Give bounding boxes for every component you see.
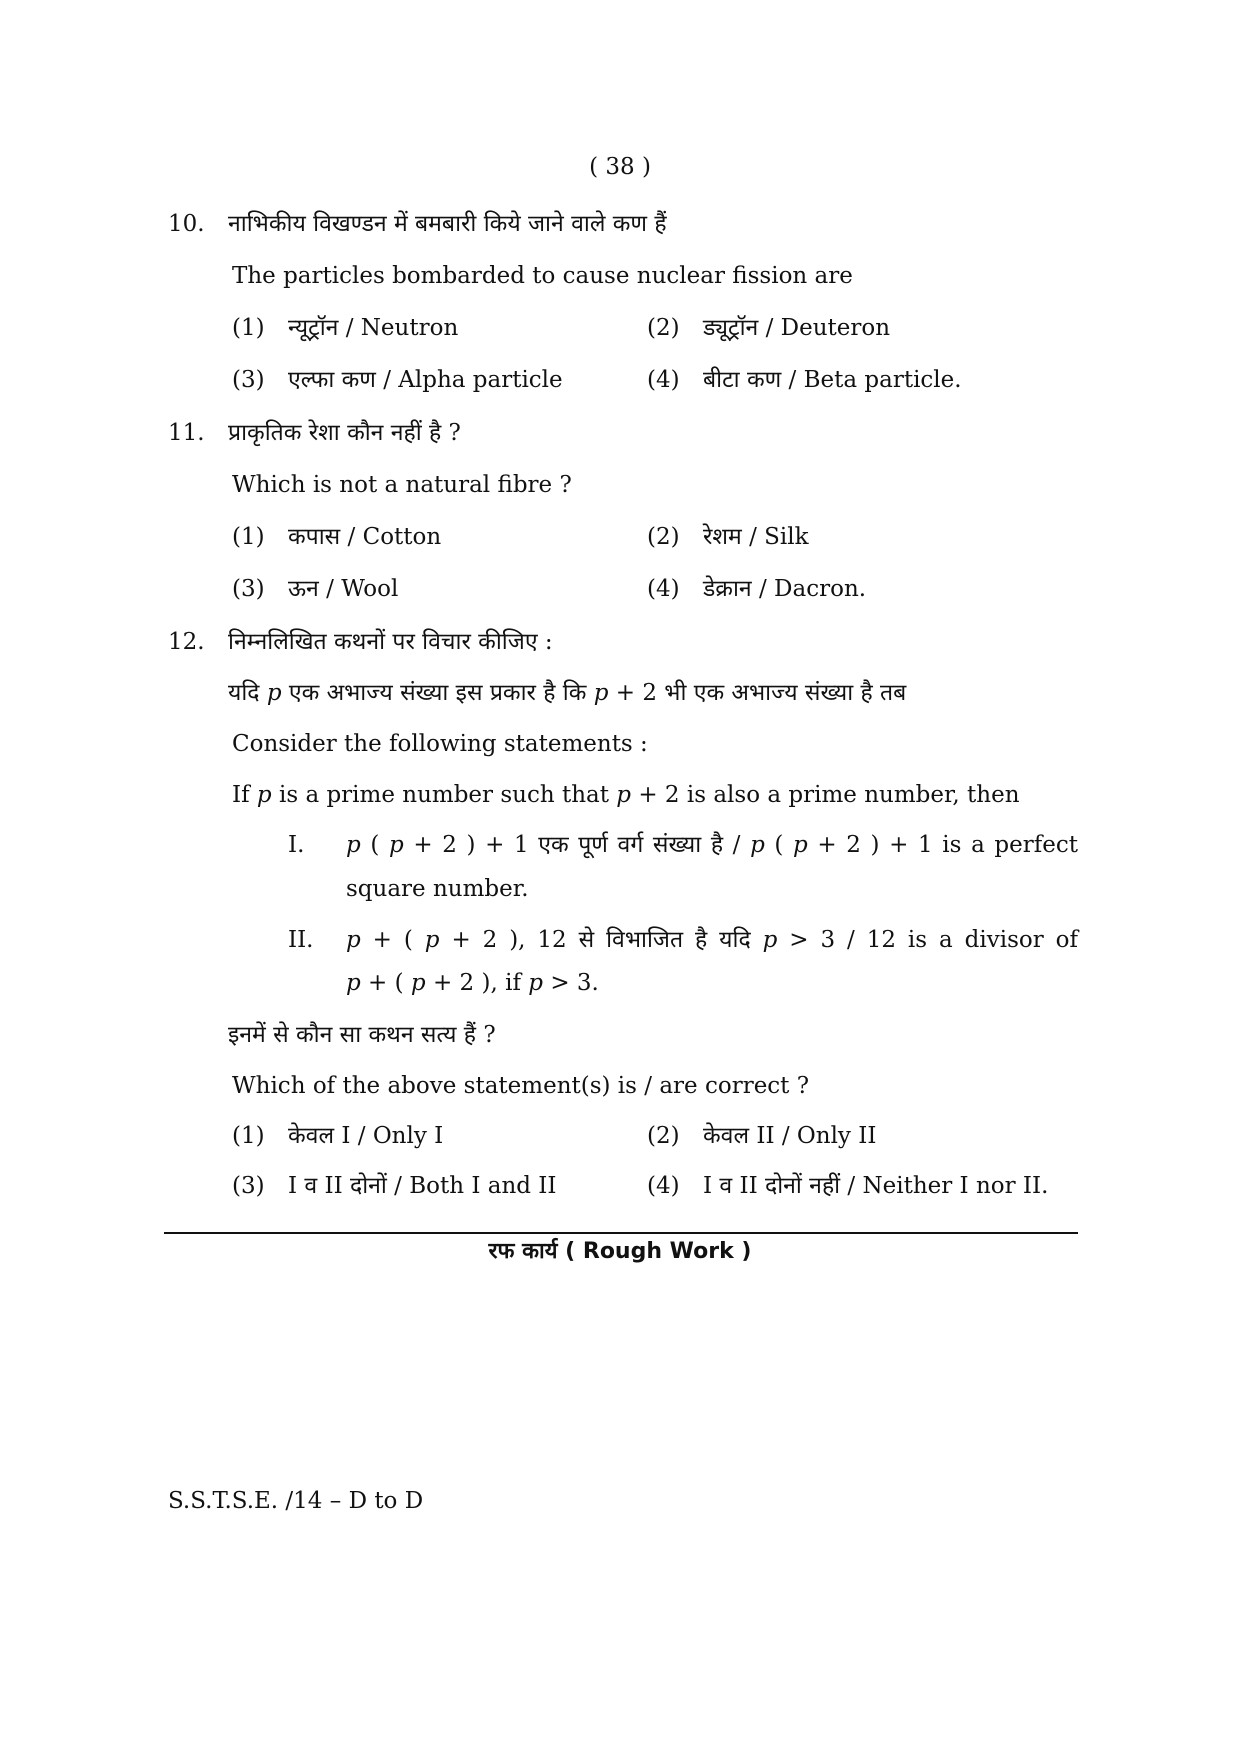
- option-3: [232, 365, 563, 395]
- statement-number: II.: [288, 927, 314, 953]
- option-4: [647, 574, 866, 604]
- statement-2-line-1: p + ( p + 2 ), 12 से विभाजित है यदि p > 3 / 12 is a divisor of: [346, 927, 1079, 953]
- condition-english: If p is a prime number such that p + 2 is also a prime number, then: [232, 782, 1020, 808]
- statement-2-line-2: p + ( p + 2 ), if p > 3.: [346, 970, 599, 996]
- option-1: [232, 522, 441, 552]
- page-number: ( 38 ): [589, 154, 651, 180]
- statement-1-line-1: p ( p + 2 ) + 1 एक पूर्ण वर्ग संख्या है / p ( p + 2 ) + 1 is a perfect: [346, 832, 1078, 858]
- option-1: [232, 313, 458, 343]
- question-text-hindi: निम्नलिखित कथनों पर विचार कीजिए :: [228, 629, 553, 655]
- question-number: 10.: [168, 211, 205, 237]
- question-text-hindi: नाभिकीय विखण्डन में बमबारी किये जाने वाले कण हैं: [228, 211, 667, 237]
- option-text: केवल II / Only II: [703, 1123, 877, 1149]
- question-number: 11.: [168, 420, 205, 446]
- question-number: 12.: [168, 629, 205, 655]
- option-3: [232, 1171, 556, 1201]
- condition-hindi: यदि p एक अभाज्य संख्या इस प्रकार है कि p + 2 भी एक अभाज्य संख्या है तब: [228, 680, 907, 706]
- option-number: (2): [647, 524, 680, 550]
- option-number: (4): [647, 367, 680, 393]
- option-text: रेशम / Silk: [703, 524, 809, 550]
- option-text: I व II दोनों / Both I and II: [288, 1173, 557, 1199]
- option-text: ऊन / Wool: [288, 576, 399, 602]
- option-number: (4): [647, 576, 680, 602]
- option-text: ड्यूट्रॉन / Deuteron: [703, 315, 891, 341]
- option-3: [232, 574, 398, 604]
- option-text: I व II दोनों नहीं / Neither I nor II.: [703, 1173, 1049, 1199]
- question-text-english: The particles bombarded to cause nuclear fission are: [232, 263, 853, 289]
- option-2: [647, 313, 890, 343]
- option-number: (1): [232, 1123, 265, 1149]
- option-2: [647, 1121, 876, 1151]
- option-number: (2): [647, 315, 680, 341]
- option-1: [232, 1121, 443, 1151]
- question-text-english: Which is not a natural fibre ?: [232, 472, 572, 498]
- option-text: न्यूट्रॉन / Neutron: [288, 315, 459, 341]
- option-text: केवल I / Only I: [288, 1123, 444, 1149]
- option-text: एल्फा कण / Alpha particle: [288, 367, 563, 393]
- option-text: बीटा कण / Beta particle.: [703, 367, 962, 393]
- footer-code: S.S.T.S.E. /14 – D to D: [168, 1488, 424, 1514]
- rough-work-heading: रफ कार्य ( Rough Work ): [488, 1239, 752, 1264]
- question-text-hindi: प्राकृतिक रेशा कौन नहीं है ?: [228, 420, 461, 446]
- option-number: (2): [647, 1123, 680, 1149]
- option-number: (3): [232, 367, 265, 393]
- question-prompt-english: Which of the above statement(s) is / are correct ?: [232, 1073, 810, 1099]
- option-text: डेक्रान / Dacron.: [703, 576, 867, 602]
- option-number: (1): [232, 524, 265, 550]
- option-4: [647, 365, 962, 395]
- option-number: (3): [232, 576, 265, 602]
- statement-1-line-2: square number.: [346, 876, 529, 902]
- question-text-english: Consider the following statements :: [232, 731, 648, 757]
- option-number: (3): [232, 1173, 265, 1199]
- statement-number: I.: [288, 832, 305, 858]
- option-number: (1): [232, 315, 265, 341]
- option-text: कपास / Cotton: [288, 524, 442, 550]
- option-4: [647, 1171, 1048, 1201]
- question-prompt-hindi: इनमें से कौन सा कथन सत्य हैं ?: [228, 1022, 496, 1048]
- option-2: [647, 522, 809, 552]
- option-number: (4): [647, 1173, 680, 1199]
